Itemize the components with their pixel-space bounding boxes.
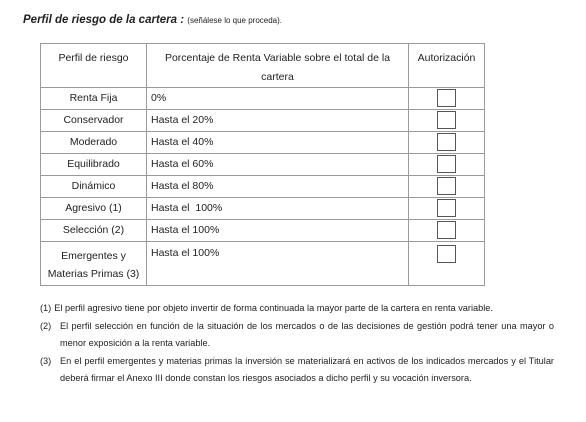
table-row <box>41 198 485 220</box>
footnotes <box>40 300 554 388</box>
profile-name <box>41 242 147 286</box>
authorization-cell <box>409 198 485 220</box>
profile-name: Moderado <box>41 132 147 154</box>
heading-title: Perfil de riesgo de la cartera : <box>23 14 185 26</box>
authorization-checkbox[interactable] <box>437 199 456 217</box>
profile-name: Agresivo (1) <box>41 198 147 220</box>
authorization-checkbox[interactable] <box>437 155 456 173</box>
header-percentage-line1: Porcentaje de Renta Variable sobre el total de la <box>164 52 391 64</box>
table-row <box>41 154 485 176</box>
risk-profile-table <box>40 43 485 286</box>
percentage-value: 0% <box>147 88 409 110</box>
footnote-text: El perfil agresivo tiene por objeto invertir de forma continuada la mayor parte de la cartera en renta variable. <box>54 303 493 313</box>
table-row <box>41 88 485 110</box>
table-row <box>41 242 485 286</box>
footnote <box>40 318 554 353</box>
footnote <box>40 300 554 318</box>
percentage-value: Hasta el 80% <box>147 176 409 198</box>
authorization-checkbox[interactable] <box>437 221 456 239</box>
table-header-row <box>41 44 485 88</box>
footnote-text: En el perfil emergentes y materias primas la inversión se materializará en activos de los indicados mercados y el Titular deberá firmar el Anexo III donde constan los riesgos asociados a dicho perfil y su vocación inversora. <box>60 355 554 383</box>
section-heading <box>23 14 282 26</box>
authorization-cell <box>409 176 485 198</box>
authorization-cell <box>409 242 485 286</box>
profile-name-line2: Materias Primas (3) <box>47 267 140 280</box>
profile-name-line1: Emergentes y <box>61 249 126 262</box>
profile-name: Dinámico <box>41 176 147 198</box>
percentage-value: Hasta el 100% <box>147 242 409 286</box>
authorization-checkbox[interactable] <box>437 133 456 151</box>
heading-note: (señálese lo que proceda). <box>187 16 283 25</box>
header-profile: Perfil de riesgo <box>41 44 147 88</box>
footnote <box>40 353 554 388</box>
header-percentage <box>147 44 409 88</box>
footnote-number: (1) <box>40 303 52 313</box>
authorization-cell <box>409 88 485 110</box>
authorization-cell <box>409 154 485 176</box>
authorization-cell <box>409 220 485 242</box>
profile-name: Conservador <box>41 110 147 132</box>
authorization-checkbox[interactable] <box>437 111 456 129</box>
percentage-value: Hasta el 100% <box>147 198 409 220</box>
profile-name: Equilibrado <box>41 154 147 176</box>
table-row <box>41 132 485 154</box>
percentage-value: Hasta el 100% <box>147 220 409 242</box>
table-row <box>41 176 485 198</box>
header-percentage-line2: cartera <box>261 71 294 83</box>
table-row <box>41 220 485 242</box>
table-row <box>41 110 485 132</box>
profile-name: Selección (2) <box>41 220 147 242</box>
authorization-checkbox[interactable] <box>437 89 456 107</box>
authorization-cell <box>409 132 485 154</box>
percentage-value: Hasta el 40% <box>147 132 409 154</box>
footnote-text: El perfil selección en función de la situación de los mercados o de las decisiones de gestión podrá tener una mayor o menor exposición a la renta variable. <box>60 320 554 348</box>
authorization-checkbox[interactable] <box>437 177 456 195</box>
authorization-checkbox[interactable] <box>437 245 456 263</box>
percentage-value: Hasta el 60% <box>147 154 409 176</box>
authorization-cell <box>409 110 485 132</box>
footnote-number: (2) <box>40 320 52 331</box>
profile-name: Renta Fija <box>41 88 147 110</box>
percentage-value: Hasta el 20% <box>147 110 409 132</box>
footnote-number: (3) <box>40 355 52 366</box>
header-authorization: Autorización <box>409 44 485 88</box>
